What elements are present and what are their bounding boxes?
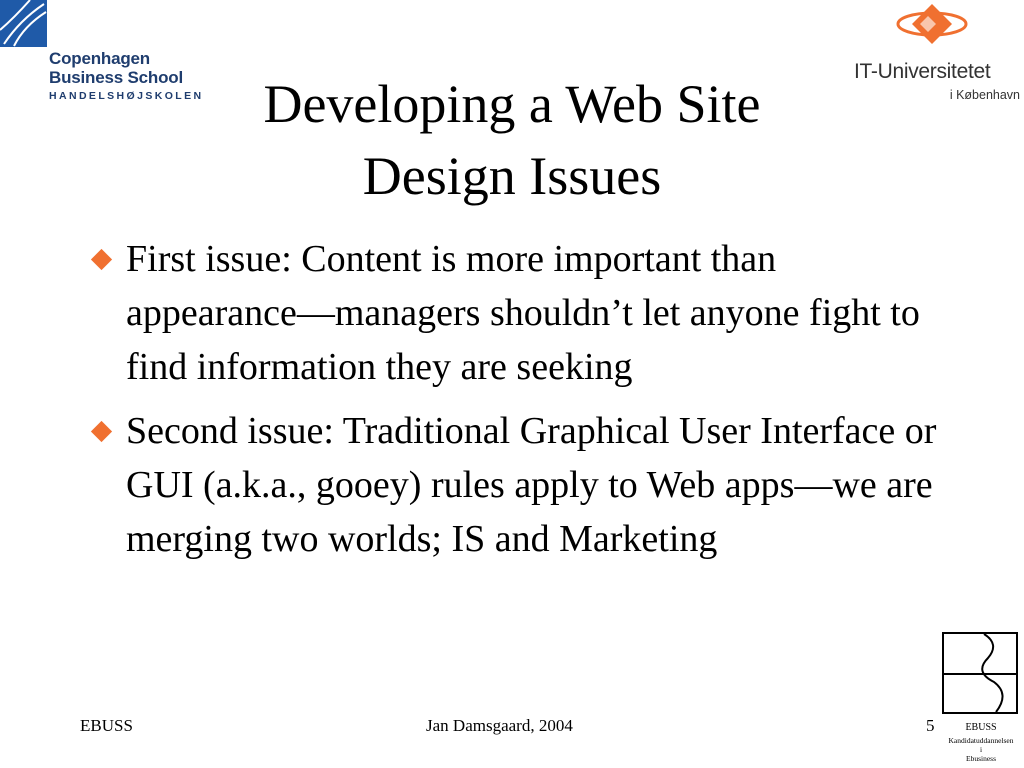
slide-title — [212, 68, 812, 212]
footer-course: EBUSS — [80, 716, 133, 735]
bullet-text: First issue: Content is more important than appearance—managers shouldn’t let anyone fight to find information they are seeking — [126, 238, 920, 388]
ebuss-subtitle-line: Ebusiness — [966, 754, 996, 763]
itu-logo — [854, 0, 1024, 110]
slide-number: 5 — [926, 716, 935, 735]
diamond-bullet-icon — [91, 421, 112, 442]
slide-title-line1: Developing a Web Site — [263, 74, 761, 134]
bullet-text: Second issue: Traditional Graphical User Interface or GUI (a.k.a., gooey) rules apply to Web apps—we are merging two worlds; IS and Marketing — [126, 410, 937, 560]
diamond-bullet-icon — [91, 249, 112, 270]
slide-title-line2: Design Issues — [362, 146, 662, 206]
ebuss-subtitle-line: i — [979, 745, 983, 754]
ebuss-logo — [940, 632, 1022, 768]
cbs-name-line2: Business School — [49, 68, 183, 87]
itu-name: IT-Universitetet — [854, 60, 991, 83]
ebuss-name: EBUSS — [965, 722, 997, 733]
cbs-logo — [0, 0, 204, 110]
cbs-emblem-icon — [0, 0, 47, 47]
footer-author-date: Jan Damsgaard, 2004 — [426, 716, 573, 735]
ebuss-emblem-icon — [942, 632, 1018, 714]
bullet-item — [90, 232, 950, 394]
cbs-name-line1: Copenhagen — [49, 49, 150, 68]
cbs-name-line3: HANDELSHØJSKOLEN — [49, 90, 204, 102]
bullet-item — [90, 404, 950, 566]
ebuss-subtitle-line: Kandidatuddannelsen — [948, 736, 1014, 745]
cbs-wordmark — [49, 49, 204, 102]
bullet-list — [90, 232, 950, 576]
ebuss-subtitle — [940, 736, 1022, 763]
itu-subname: i København — [949, 88, 1020, 102]
itu-emblem-icon — [894, 2, 974, 57]
